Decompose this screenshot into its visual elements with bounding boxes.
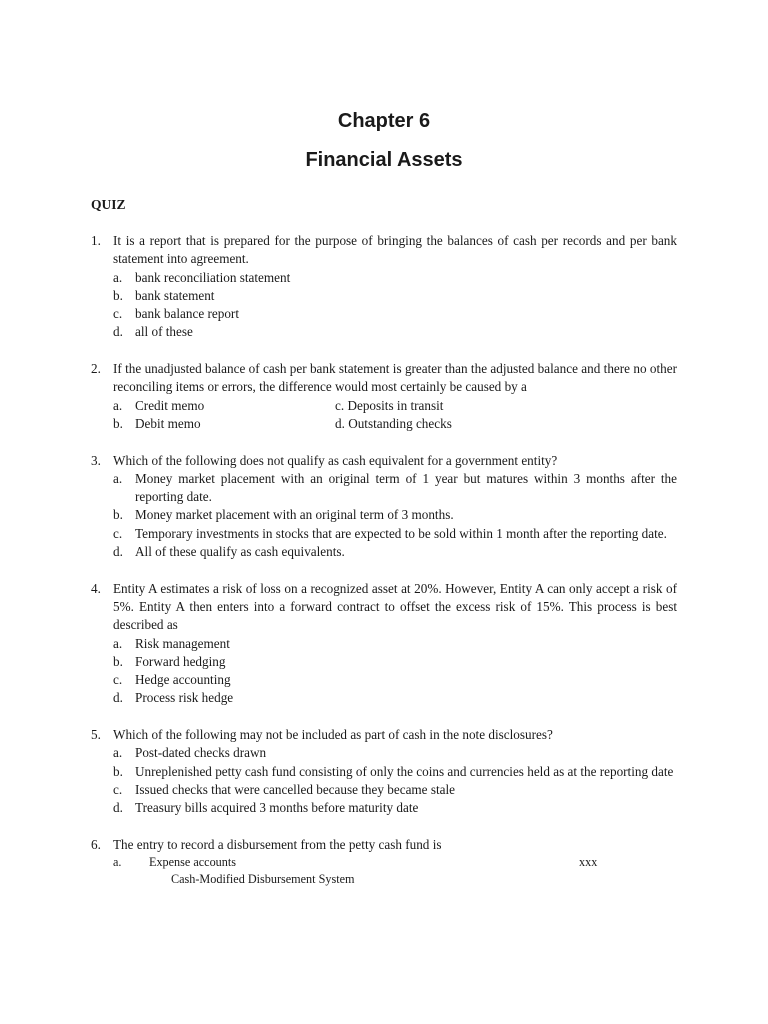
choice-d bbox=[113, 799, 677, 817]
choice-c bbox=[113, 305, 677, 323]
choice-text: Post-dated checks drawn bbox=[135, 745, 267, 761]
question-number: 6. bbox=[91, 836, 101, 852]
choice-text: Temporary investments in stocks that are expected to be sold within 1 month after the reporting date. bbox=[135, 525, 667, 541]
choice-letter: c. bbox=[113, 672, 123, 688]
choice-b bbox=[113, 763, 677, 781]
choice-a bbox=[113, 635, 677, 653]
question-text: Entity A estimates a risk of loss on a recognized asset at 20%. However, Entity A can only accept a risk of 5%. Entity A then enters into a forward contract to offset the excess risk of 15%. This process is best described as bbox=[113, 580, 677, 633]
choice-text: Process risk hedge bbox=[135, 690, 234, 706]
question-number: 5. bbox=[91, 727, 101, 743]
entry-debit-account: Expense accounts bbox=[149, 855, 236, 870]
choice-letter: b. bbox=[113, 415, 123, 431]
question-text: If the unadjusted balance of cash per bank statement is greater than the adjusted balance and there no other reconciling items or errors, the difference would most certainly be caused by a bbox=[113, 361, 677, 395]
question-number: 2. bbox=[91, 361, 101, 377]
choice-letter: a. bbox=[113, 269, 123, 285]
question-text: The entry to record a disbursement from the petty cash fund is bbox=[113, 836, 442, 852]
choice-a bbox=[113, 744, 677, 762]
choice-list bbox=[113, 470, 677, 561]
question-2 bbox=[91, 360, 677, 433]
choice-letter: b. bbox=[113, 763, 123, 779]
choice-a bbox=[113, 397, 335, 415]
quiz-heading: QUIZ bbox=[91, 197, 126, 212]
choice-letter: a. bbox=[113, 635, 123, 651]
choice-text: bank statement bbox=[135, 287, 215, 303]
choice-text: Forward hedging bbox=[135, 653, 226, 669]
choice-text: All of these qualify as cash equivalents. bbox=[135, 544, 345, 560]
choice-text: Debit memo bbox=[135, 415, 201, 431]
choice-text: bank reconciliation statement bbox=[135, 269, 291, 285]
choice-letter: d. bbox=[113, 544, 123, 560]
choice-letter: d. bbox=[113, 800, 123, 816]
choice-row bbox=[113, 397, 677, 415]
choice-text: Treasury bills acquired 3 months before maturity date bbox=[135, 800, 419, 816]
choice-d bbox=[113, 323, 677, 341]
choice-b bbox=[113, 653, 677, 671]
question-1 bbox=[91, 232, 677, 342]
question-5 bbox=[91, 726, 677, 817]
choice-letter: b. bbox=[113, 287, 123, 303]
choice-b bbox=[113, 287, 677, 305]
choice-c bbox=[113, 781, 677, 799]
choice-c: c. Deposits in transit bbox=[335, 397, 444, 413]
chapter-heading: Chapter 6 bbox=[337, 110, 431, 132]
choice-letter: a. bbox=[113, 397, 123, 413]
question-3 bbox=[91, 452, 677, 562]
question-text: Which of the following does not qualify as cash equivalent for a government entity? bbox=[113, 452, 558, 468]
choice-b bbox=[113, 506, 677, 524]
question-6 bbox=[91, 836, 677, 888]
choice-b bbox=[113, 415, 335, 433]
choice-list bbox=[113, 635, 677, 708]
choice-letter: d. bbox=[113, 690, 123, 706]
choice-text: Credit memo bbox=[135, 397, 205, 413]
choice-c bbox=[113, 671, 677, 689]
choice-text: Issued checks that were cancelled because they became stale bbox=[135, 781, 455, 797]
choice-letter: b. bbox=[113, 653, 123, 669]
choice-d: d. Outstanding checks bbox=[335, 415, 452, 431]
entry-debit-line bbox=[113, 854, 677, 871]
question-text: Which of the following may not be included as part of cash in the note disclosures? bbox=[113, 727, 553, 743]
choice-text: Unreplenished petty cash fund consisting of only the coins and currencies held as at the reporting date bbox=[135, 763, 674, 779]
question-text: It is a report that is prepared for the purpose of bringing the balances of cash per records and per bank statement into agreement. bbox=[113, 233, 677, 267]
entry-credit-account: Cash-Modified Disbursement System bbox=[171, 872, 355, 887]
choice-c bbox=[113, 525, 677, 543]
question-number: 3. bbox=[91, 452, 101, 468]
choice-letter: b. bbox=[113, 507, 123, 523]
question-list bbox=[91, 232, 677, 906]
choice-d bbox=[113, 543, 677, 561]
choice-letter: d. bbox=[113, 324, 123, 340]
journal-entry bbox=[113, 854, 677, 888]
choice-letter: c. bbox=[113, 525, 123, 541]
choice-list bbox=[113, 269, 677, 342]
choice-text: Hedge accounting bbox=[135, 672, 231, 688]
question-4 bbox=[91, 580, 677, 708]
question-number: 1. bbox=[91, 233, 101, 248]
choice-row bbox=[113, 415, 677, 433]
choice-letter: c. bbox=[113, 306, 123, 322]
choice-letter: a. bbox=[113, 855, 122, 870]
question-number: 4. bbox=[91, 580, 101, 596]
page-title: Financial Assets bbox=[305, 149, 463, 171]
choice-a bbox=[113, 269, 677, 287]
choice-list bbox=[113, 397, 677, 434]
choice-letter: a. bbox=[113, 470, 123, 486]
choice-text: Risk management bbox=[135, 635, 230, 651]
entry-amount: xxx bbox=[579, 855, 598, 870]
choice-text: Money market placement with an original term of 3 months. bbox=[135, 507, 454, 523]
choice-text: all of these bbox=[135, 324, 193, 340]
choice-letter: c. bbox=[113, 781, 123, 797]
choice-a bbox=[113, 470, 677, 507]
choice-list bbox=[113, 744, 677, 817]
choice-d bbox=[113, 689, 677, 707]
choice-text: Money market placement with an original term of 1 year but matures within 3 months after the reporting date. bbox=[135, 470, 677, 505]
choice-letter: a. bbox=[113, 745, 123, 761]
choice-text: bank balance report bbox=[135, 306, 239, 322]
